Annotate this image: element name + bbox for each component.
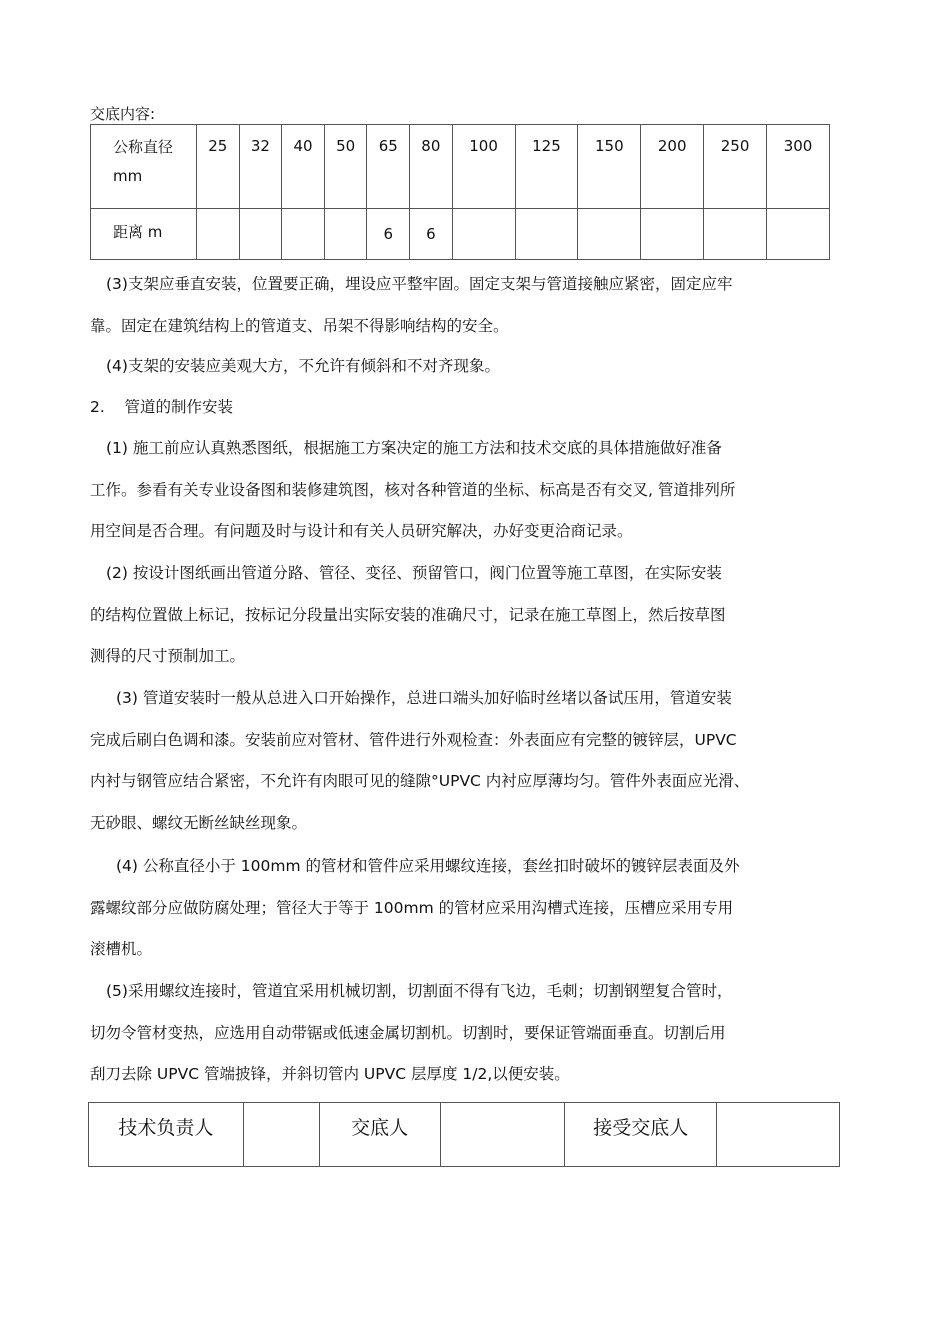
diameter-label: 公称直径 bbox=[113, 138, 174, 156]
signoff-row bbox=[89, 1103, 840, 1167]
distance-cell bbox=[282, 209, 325, 260]
distance-cell bbox=[452, 209, 515, 260]
paragraph-step-5: (5)采用螺纹连接时，管道宜采用机械切割，切割面不得有飞边，毛刺；切割钢塑复合管时， 切勿令管材变热，应选用自动带锯或低速金属切割机。切割时，要保证管端面垂直。切割后用 刮刀去除 UPVC 管端披锋，并斜切管内 UPVC 层厚度 1/2,以便安装。 bbox=[90, 982, 733, 1083]
spacing-table bbox=[90, 124, 830, 260]
table-row-diameter bbox=[91, 125, 830, 209]
diameter-cell: 300 bbox=[767, 125, 830, 209]
tech-lead-label: 技术负责人 bbox=[89, 1103, 244, 1167]
diameter-cell: 200 bbox=[641, 125, 704, 209]
distance-cell bbox=[324, 209, 367, 260]
presenter-label: 交底人 bbox=[319, 1103, 440, 1167]
diameter-cell: 40 bbox=[282, 125, 325, 209]
paragraph-support-appearance: (4)支架的安装应美观大方，不允许有倾斜和不对齐现象。 bbox=[106, 357, 500, 375]
diameter-cell: 100 bbox=[452, 125, 515, 209]
distance-cell: 6 bbox=[367, 209, 410, 260]
paragraph-step-1: (1) 施工前应认真熟悉图纸，根据施工方案决定的施工方法和技术交底的具体措施做好准备 工作。参看有关专业设备图和装修建筑图，核对各种管道的坐标、标高是否有交叉, 管道排列所 用空间是否合理。有问题及时与设计和有关人员研究解决，办好变更洽商记录。 bbox=[90, 439, 736, 540]
section-title-pipe-install: 2. 管道的制作安装 bbox=[90, 398, 233, 416]
distance-cell bbox=[641, 209, 704, 260]
diameter-cell: 32 bbox=[239, 125, 282, 209]
diameter-cell: 125 bbox=[515, 125, 578, 209]
diameter-cell: 50 bbox=[324, 125, 367, 209]
tech-lead-value bbox=[243, 1103, 319, 1167]
paragraph-step-2: (2) 按设计图纸画出管道分路、管径、变径、预留管口，阀门位置等施工草图，在实际安装 的结构位置做上标记，按标记分段量出实际安装的准确尺寸，记录在施工草图上，然后按草图 测得的尺寸预制加工。 bbox=[90, 564, 726, 665]
presenter-value bbox=[440, 1103, 565, 1167]
distance-label-cell bbox=[91, 209, 197, 260]
distance-cell bbox=[704, 209, 767, 260]
distance-label: 距离 m bbox=[113, 223, 163, 241]
distance-cell: 6 bbox=[410, 209, 453, 260]
table-row-distance bbox=[91, 209, 830, 260]
diameter-cell: 150 bbox=[578, 125, 641, 209]
paragraph-step-3: (3) 管道安装时一般从总进入口开始操作，总进口端头加好临时丝堵以备试压用，管道安装 完成后刷白色调和漆。安装前应对管材、管件进行外观检查：外表面应有完整的镀锌层，UPVC 内衬与钢管应结合紧密，不允许有肉眼可见的缝隙°UPVC 内衬应厚薄均匀。管件外表面应光滑、 无砂眼、螺纹无断丝缺丝现象。 bbox=[90, 689, 750, 832]
distance-cell bbox=[767, 209, 830, 260]
diameter-cell: 25 bbox=[197, 125, 240, 209]
paragraph-support-vertical: (3)支架应垂直安装，位置要正确，埋设应平整牢固。固定支架与管道接触应紧密，固定应牢 靠。固定在建筑结构上的管道支、吊架不得影响结构的安全。 bbox=[90, 275, 733, 335]
diameter-label-cell bbox=[91, 125, 197, 209]
section-heading: 交底内容: bbox=[90, 105, 156, 123]
distance-cell bbox=[239, 209, 282, 260]
distance-cell bbox=[515, 209, 578, 260]
receiver-value bbox=[717, 1103, 840, 1167]
diameter-unit: mm bbox=[113, 167, 143, 185]
diameter-cell: 250 bbox=[704, 125, 767, 209]
diameter-cell: 80 bbox=[410, 125, 453, 209]
signoff-table bbox=[88, 1102, 840, 1167]
distance-cell bbox=[197, 209, 240, 260]
diameter-cell: 65 bbox=[367, 125, 410, 209]
paragraph-step-4: (4) 公称直径小于 100mm 的管材和管件应采用螺纹连接，套丝扣时破坏的镀锌层表面及外 露螺纹部分应做防腐处理；管径大于等于 100mm 的管材应采用沟槽式连接，压槽应采用专用 滚槽机。 bbox=[90, 857, 740, 958]
receiver-label: 接受交底人 bbox=[565, 1103, 717, 1167]
distance-cell bbox=[578, 209, 641, 260]
